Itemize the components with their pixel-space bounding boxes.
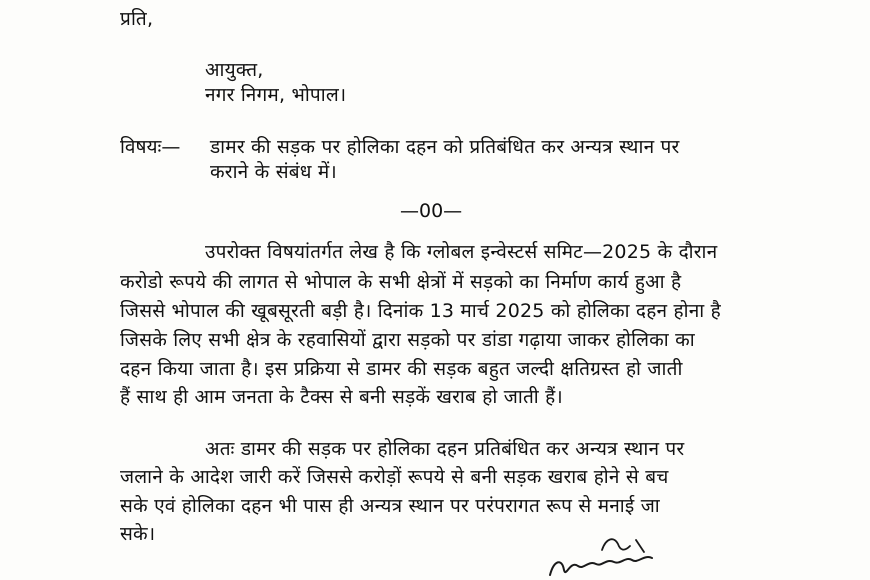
subject-line-2: कराने के संबंध में।: [210, 161, 337, 183]
separator-mark: —00—: [400, 200, 463, 222]
paragraph-1-line-5: दहन किया जाता है। इस प्रक्रिया से डामर की सड़क बहुत जल्दी क्षतिग्रस्त हो जाती: [120, 358, 683, 380]
recipient-title: आयुक्त,: [205, 59, 264, 81]
paragraph-1-line-4: जिसके लिए सभी क्षेत्र के रहवासियों द्वारा सड़को पर डांडा गढ़ाया जाकर होलिका का: [120, 329, 695, 351]
subject-line-1: डामर की सड़क पर होलिका दहन को प्रतिबंधित कर अन्यत्र स्थान पर: [210, 136, 680, 158]
paragraph-1-line-3: जिससे भोपाल की खूबसूरती बड़ी है। दिनांक 13 मार्च 2025 को होलिका दहन होना है: [120, 300, 721, 322]
recipient-office: नगर निगम, भोपाल।: [205, 84, 347, 106]
paragraph-2-line-1: अतः डामर की सड़क पर होलिका दहन प्रतिबंधित कर अन्यत्र स्थान पर: [205, 438, 685, 460]
signature-mark: [540, 530, 680, 580]
paragraph-2-line-4: सके।: [120, 523, 156, 545]
paragraph-1-line-1: उपरोक्त विषयांतर्गत लेख है कि ग्लोबल इन्वेस्टर्स समिट—2025 के दौरान: [205, 241, 718, 263]
paragraph-2-line-2: जलाने के आदेश जारी करें जिससे करोड़ों रूपये से बनी सड़क खराब होने से बच: [120, 466, 669, 488]
salutation: प्रति,: [120, 8, 154, 30]
subject-label: विषयः—: [120, 136, 181, 158]
paragraph-1-line-6: हैं साथ ही आम जनता के टैक्स से बनी सड़कें खराब हो जाती हैं।: [120, 386, 563, 408]
paragraph-2-line-3: सके एवं होलिका दहन भी पास ही अन्यत्र स्थान पर परंपरागत रूप से मनाई जा: [120, 495, 660, 517]
paragraph-1-line-2: करोडो रूपये की लागत से भोपाल के सभी क्षेत्रों में सड़को का निर्माण कार्य हुआ है: [120, 271, 682, 293]
